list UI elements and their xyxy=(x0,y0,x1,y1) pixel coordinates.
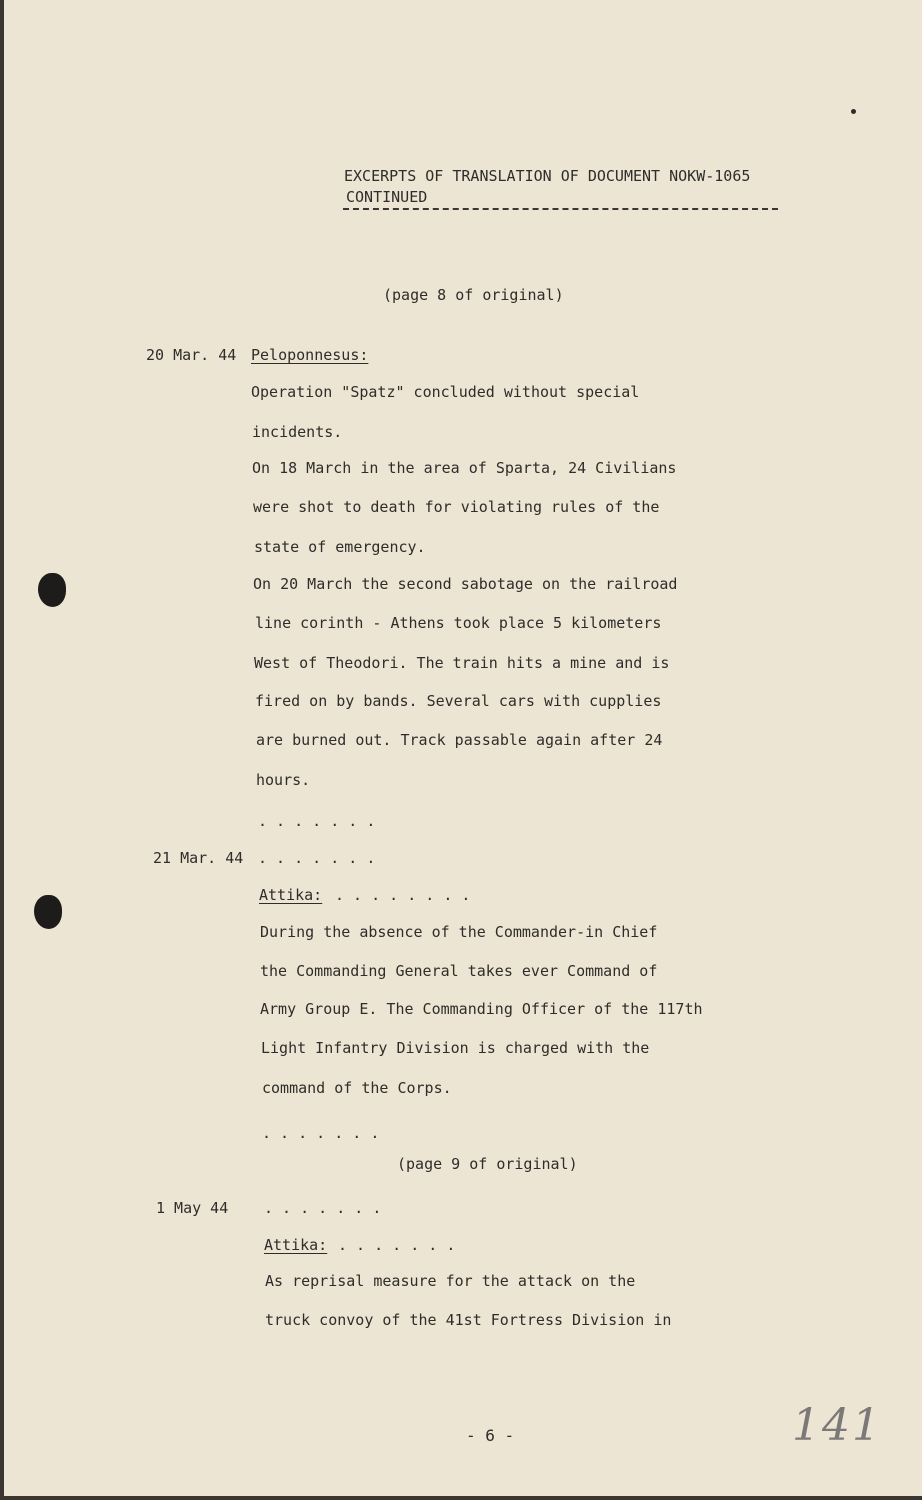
entry-1-heading: Peloponnesus: xyxy=(251,346,369,364)
entry-2-line: the Commanding General takes ever Command of xyxy=(260,962,658,980)
entry-3-heading: Attika: xyxy=(264,1236,328,1254)
entry-2-line: command of the Corps. xyxy=(262,1079,452,1097)
entry-1-ellipsis: . . . . . . . xyxy=(258,812,376,830)
page-9-note: (page 9 of original) xyxy=(397,1155,578,1173)
entry-1-line: Operation "Spatz" concluded without special xyxy=(251,383,640,401)
ink-speck xyxy=(851,109,856,114)
document-title-continued: CONTINUED xyxy=(346,188,428,206)
entry-1-line: were shot to death for violating rules of the xyxy=(253,498,660,516)
entry-2-line: Army Group E. The Commanding Officer of the 117th xyxy=(260,1000,703,1018)
scan-bottom-edge xyxy=(0,1496,922,1500)
entry-1-date: 20 Mar. 44 xyxy=(146,346,237,364)
entry-3-date-ellipsis: . . . . . . . xyxy=(264,1199,382,1217)
entry-2-ellipsis: . . . . . . . xyxy=(262,1124,380,1142)
punch-hole-mark xyxy=(34,895,62,929)
handwritten-page-number: 141 xyxy=(792,1400,882,1451)
entry-1-line: hours. xyxy=(256,771,311,789)
entry-1-line: On 20 March the second sabotage on the railroad xyxy=(253,575,678,593)
entry-1-line: incidents. xyxy=(252,423,343,441)
entry-1-line: line corinth - Athens took place 5 kilometers xyxy=(255,614,662,632)
entry-1-line: are burned out. Track passable again after 24 xyxy=(256,731,663,749)
entry-2-date-ellipsis: . . . . . . . xyxy=(258,849,376,867)
page-8-note: (page 8 of original) xyxy=(383,286,564,304)
entry-3-line: As reprisal measure for the attack on the xyxy=(265,1272,636,1290)
entry-2-line: During the absence of the Commander-in Chief xyxy=(260,923,658,941)
entry-2-heading-ellipsis: . . . . . . . . xyxy=(335,886,471,904)
entry-3-line: truck convoy of the 41st Fortress Division in xyxy=(265,1311,672,1329)
entry-2-line: Light Infantry Division is charged with the xyxy=(261,1039,650,1057)
page-number: - 6 - xyxy=(466,1426,515,1445)
entry-1-line: On 18 March in the area of Sparta, 24 Civilians xyxy=(252,459,677,477)
entry-1-line: fired on by bands. Several cars with cupplies xyxy=(255,692,662,710)
document-title: EXCERPTS OF TRANSLATION OF DOCUMENT NOKW-1065 xyxy=(344,167,751,185)
entry-2-heading: Attika: xyxy=(259,886,323,904)
entry-3-heading-ellipsis: . . . . . . . xyxy=(338,1236,456,1254)
scan-left-edge xyxy=(0,0,4,1500)
header-divider xyxy=(343,208,778,210)
punch-hole-mark xyxy=(38,573,66,607)
entry-2-date: 21 Mar. 44 xyxy=(153,849,244,867)
entry-3-date: 1 May 44 xyxy=(156,1199,229,1217)
entry-1-line: West of Theodori. The train hits a mine and is xyxy=(254,654,670,672)
entry-1-line: state of emergency. xyxy=(254,538,426,556)
